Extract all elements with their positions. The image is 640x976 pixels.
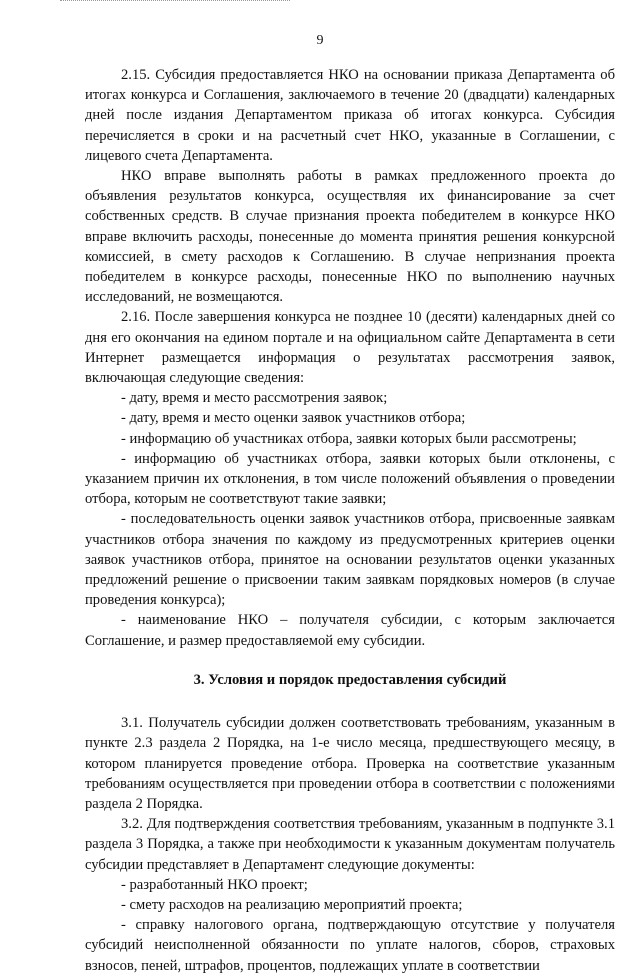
- page-number: 9: [316, 33, 324, 48]
- scan-edge-marks: [60, 0, 290, 4]
- list-item: - информацию об участниках отбора, заявки которых были рассмотрены;: [121, 430, 577, 447]
- paragraph-3-2: 3.2. Для подтверждения соответствия требованиям, указанным в подпункте 3.1 раздела 3 Порядка, а также при необходимости к указанным документам получатель субсидии представляет в Департамент следующие документы:: [85, 816, 615, 873]
- list-item: - информацию об участниках отбора, заявки которых были отклонены, с указанием причин их отклонения, в том числе положений объявления о проведении отбора, которым не соответствуют такие заявки;: [85, 450, 615, 508]
- list-item: - дату, время и место оценки заявок участников отбора;: [121, 410, 466, 427]
- document-body: [85, 65, 615, 976]
- list-item: - дату, время и место рассмотрения заявок;: [121, 390, 388, 407]
- paragraph-nko-right: НКО вправе выполнять работы в рамках предложенного проекта до объявления результатов конкурса, осуществляя их финансирование за счет собственных средств. В случае признания проекта победителем в конкурсе НКО вправе включить расходы, понесенные до момента принятия решения конкурсной комиссией, в смету расходов к Соглашению. В случае непризнания проекта победителем в конкурсе расходы, понесенные НКО по выполнению научных исследований, не возмещаются.: [85, 168, 615, 306]
- list-item: - смету расходов на реализацию мероприятий проекта;: [121, 896, 463, 913]
- list-item: - последовательность оценки заявок участников отбора, присвоенные заявкам участников отбора значения по каждому из предусмотренных критериев оценки заявок участников отбора, принятое на основании результатов оценки указанных предложений решение о присвоении таким заявкам порядковых номеров (в случае проведения конкурса);: [85, 511, 615, 609]
- paragraph-3-1: 3.1. Получатель субсидии должен соответствовать требованиям, указанным в пункте 2.3 раздела 2 Порядка, на 1-е число месяца, предшествующего месяцу, в котором планируется проведение отбора. Проверка на соответствие указанным требованиям осуществляется при проведении отбора в соответствии с положениями раздела 2 Порядка.: [85, 715, 615, 812]
- list-item: - наименование НКО – получателя субсидии, с которым заключается Соглашение, и размер предоставляемой ему субсидии.: [85, 612, 615, 649]
- paragraph-2-15: 2.15. Субсидия предоставляется НКО на основании приказа Департамента об итогах конкурса и Соглашения, заключаемого в течение 20 (двадцати) календарных дней после издания Департаментом приказа об итогах конкурса. Субсидия перечисляется в сроки и на расчетный счет НКО, указанные в Соглашении, с лицевого счета Департамента.: [85, 67, 615, 164]
- paragraph-2-16: 2.16. После завершения конкурса не позднее 10 (десяти) календарных дней со дня его окончания на едином портале и на официальном сайте Департамента в сети Интернет размещается информация о результатах рассмотрения заявок, включающая следующие сведения:: [85, 309, 615, 387]
- section-3-heading: 3. Условия и порядок предоставления субсидий: [193, 671, 507, 688]
- list-item: - разработанный НКО проект;: [121, 876, 308, 893]
- list-item: - справку налогового органа, подтверждающую отсутствие у получателя субсидий неисполненной обязанности по уплате налогов, сборов, страховых взносов, пеней, штрафов, процентов, подлежащих уплате в соответствии: [85, 917, 615, 974]
